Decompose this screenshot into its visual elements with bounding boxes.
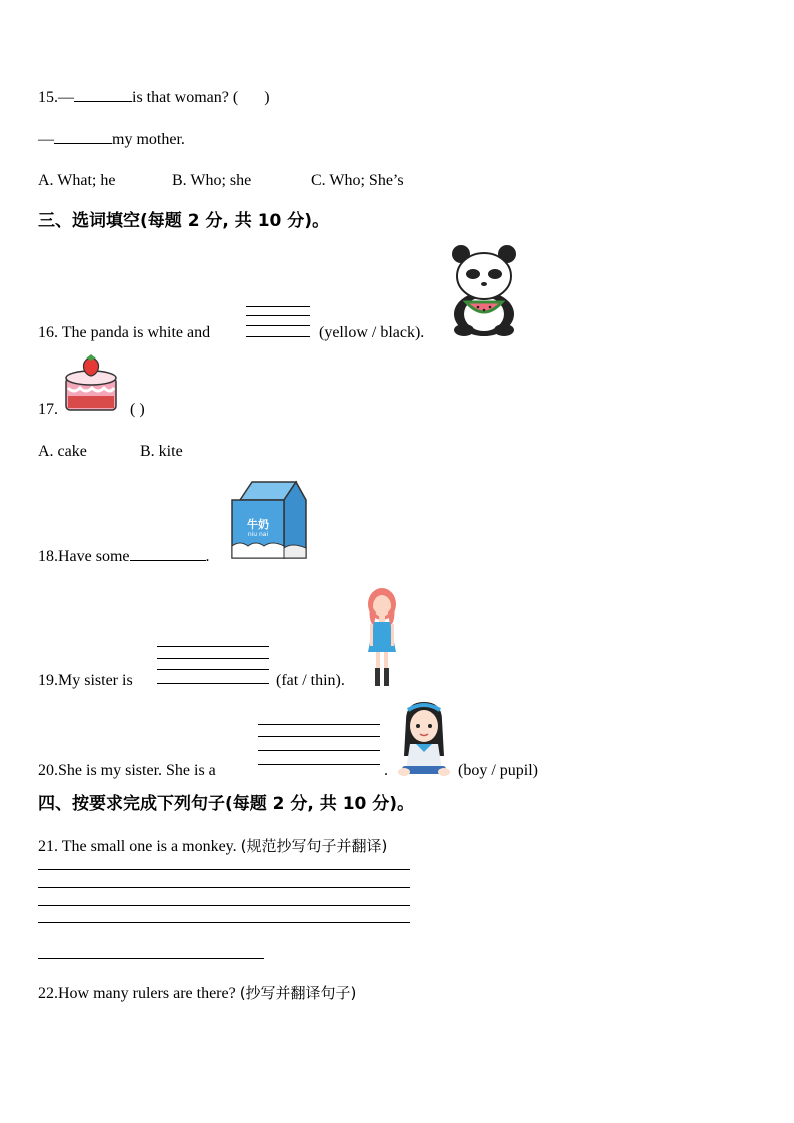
q15-answer-text: my mother. (112, 131, 185, 148)
milk-pinyin: niu nai (247, 531, 269, 538)
q16-prefix: 16. The panda is white and (38, 324, 211, 341)
q17-answer-paren[interactable]: ( ) (130, 401, 145, 418)
q17-number: 17. (38, 401, 58, 418)
cake-image (62, 352, 120, 414)
q21-writing-lines[interactable] (38, 869, 410, 923)
panda-image (446, 244, 522, 338)
q22-hint: (抄写并翻译句子) (239, 984, 357, 1002)
q15-blank-2[interactable] (54, 143, 112, 144)
q18-period: . (205, 548, 210, 565)
q21-line (38, 836, 387, 857)
q20-prefix: 20.She is my sister. She is a (38, 762, 216, 779)
dash: — (58, 89, 74, 106)
q20-writing-lines[interactable] (258, 724, 380, 765)
q21-sentence: . The small one is a monkey. (54, 838, 237, 855)
q20-hint: (boy / pupil) (458, 762, 538, 779)
girl-thin-image (362, 586, 402, 688)
q16-hint: (yellow / black). (319, 324, 425, 341)
q21-number: 21 (38, 838, 54, 855)
q21-translation-line[interactable] (38, 958, 264, 959)
q21-hint: (规范抄写句子并翻译) (240, 837, 388, 855)
q15-line2 (38, 130, 185, 150)
q18-blank[interactable] (130, 560, 206, 561)
milk-carton-image (230, 478, 308, 562)
section-3-title: 三、选词填空(每题 2 分, 共 10 分)。 (38, 211, 330, 231)
paren-close: ) (264, 89, 270, 106)
q15-number: 15. (38, 89, 58, 106)
q22-line (38, 983, 356, 1004)
q20-period: . (384, 762, 388, 779)
q17-option-a[interactable]: A. cake (38, 443, 87, 460)
q18-prefix: 18.Have some (38, 548, 130, 565)
q18-line (38, 547, 210, 567)
q15-blank-1[interactable] (74, 101, 132, 102)
q15-question-text: is that woman? ( (132, 89, 239, 106)
section-4-title: 四、按要求完成下列句子(每题 2 分, 共 10 分)。 (38, 794, 415, 814)
q19-hint: (fat / thin). (276, 672, 345, 689)
q17-option-b[interactable]: B. kite (140, 443, 183, 460)
girl-pupil-image (396, 700, 452, 778)
q15-option-c[interactable]: C. Who; She’s (311, 172, 404, 189)
q19-prefix: 19.My sister is (38, 672, 133, 689)
q15-line1 (38, 88, 270, 108)
dash: — (38, 131, 54, 148)
q15-option-a[interactable]: A. What; he (38, 172, 116, 189)
q22-sentence: 22.How many rulers are there? (38, 985, 236, 1002)
q16-writing-lines[interactable] (246, 306, 310, 338)
milk-label: 牛奶 (247, 518, 269, 531)
q15-option-b[interactable]: B. Who; she (172, 172, 252, 189)
q19-writing-lines[interactable] (157, 646, 269, 684)
